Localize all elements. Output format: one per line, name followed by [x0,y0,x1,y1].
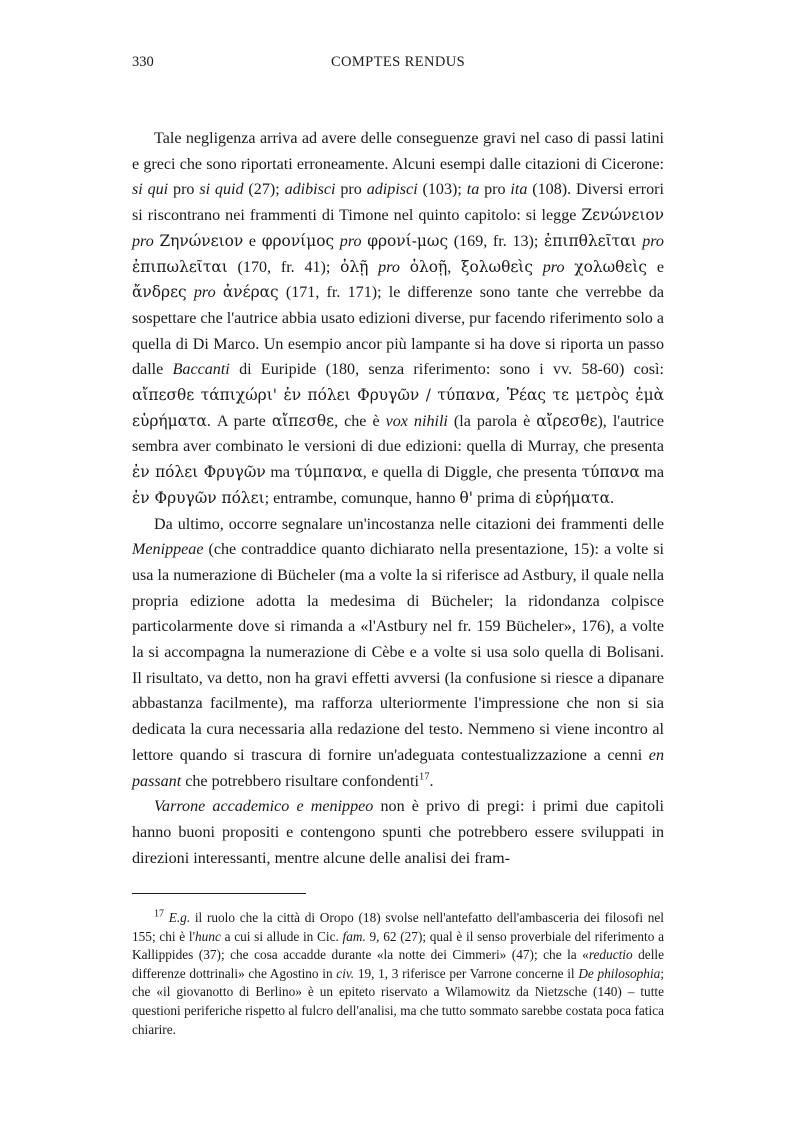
body-text [132,126,664,871]
footnote-area [132,909,664,1039]
running-title: COMPTES RENDUS [330,54,466,70]
page-folio: 330 [132,54,154,70]
paragraph-3: Varrone accademico e menippeo non è privo di pregi: i primi due capitoli hanno buoni propositi e contengono spunti che potrebbero essere sviluppati in direzioni interessanti, mentre alcune delle analisi dei fram- [132,798,664,867]
footnote-separator [132,893,306,894]
paragraph-2: Da ultimo, occorre segnalare un'incostanza nelle citazioni dei frammenti delle Menippeae (che contraddice quanto dichiarato nella presentazione, 15): a volte si usa la numerazione di Bücheler (ma a volte la si riferisce ad Astbury, il quale nella propria edizione adotta la medesima di Bücheler; la ridondanza colpisce particolarmente dove si rimanda a «l'Astbury nel fr. 159 Bücheler», 176), a volte la si accompagna la numerazione di Cèbe e a volte si usa solo quella di Bolisani. Il risultato, va detto, non ha gravi effetti avversi (la confusione si riesce a dipanare abbastanza facilmente), ma rafforza ulteriormente l'impressione che non si sia dedicata la cura necessaria alla redazione del testo. Nemmeno si viene incontro al lettore quando si trascura di fornire un'adeguata contestualizzazione a cenni en passant che potrebbero risultare confondenti$^{17}$. [132,515,664,790]
page-header [132,54,664,74]
footnote-17: $^{17}$ E.g. il ruolo che la città di Oropo (18) svolse nell'antefatto dell'ambasceria dei filosofi nel 155; chi è l'hunc a cui si allude in Cic. fam. 9, 62 (27); qual è il senso proverbiale del riferimento a Kallippides (37); che cosa accadde durante «la notte dei Cimmeri» (47); che la «reductio delle differenze dottrinali» che Agostino in civ. 19, 1, 3 riferisce per Varrone concerne il De philosophia; che «il giovanotto di Berlino» è un epiteto riservato a Wilamowitz da Nietzsche (140) – tutte questioni periferiche rispetto al fulcro dell'analisi, ma che tutto sommato sarebbe costata poca fatica chiarire. [132,908,665,1037]
paragraph-1: Tale negligenza arriva ad avere delle conseguenze gravi nel caso di passi latini e greci che sono riportati erroneamente. Alcuni esempi dalle citazioni di Cicerone: si qui pro si quid (27); adibisci pro adipisci (103); ta pro ita (108). Diversi errori si riscontrano nei frammenti di Timone nel quinto capitolo: si legge Ζενώνειον pro Ζηνώνειον e φρονίμος pro φρονί-μως (169, fr. 13); ἐπιπθλεῖται pro ἐπιπωλεῖται (170, fr. 41); ὀλῇ pro ὀλοῇ, ξολωθεὶς pro χολωθεὶς e ἄνδρες pro ἀνέρας (171, fr. 171); le differenze sono tante che verrebbe da sospettare che l'autrice abbia usato edizioni diverse, pur facendo riferimento solo a quella di Di Marco. Un esempio ancor più lampante si ha dove si riporta un passo dalle Baccanti di Euripide (180, senza riferimento: sono i vv. 58-60) così: αἴπεσθε τάπιχώρι' ἐν πόλει Φρυγῶν / τύπανα, Ῥέας τε μετρὸς ἐμὰ εὑρήματα. A parte αἴπεσθε, che è vox nihili (la parola è αἴρεσθε), l'autrice sembra aver combinato le versioni di due edizioni: quella di Murray, che presenta ἐν πόλει Φρυγῶν ma τύμπανα, e quella di Diggle, che presenta τύπανα ma ἐν Φρυγῶν πόλει; entrambe, comunque, hanno θ' prima di εὑρήματα. [132,130,665,507]
